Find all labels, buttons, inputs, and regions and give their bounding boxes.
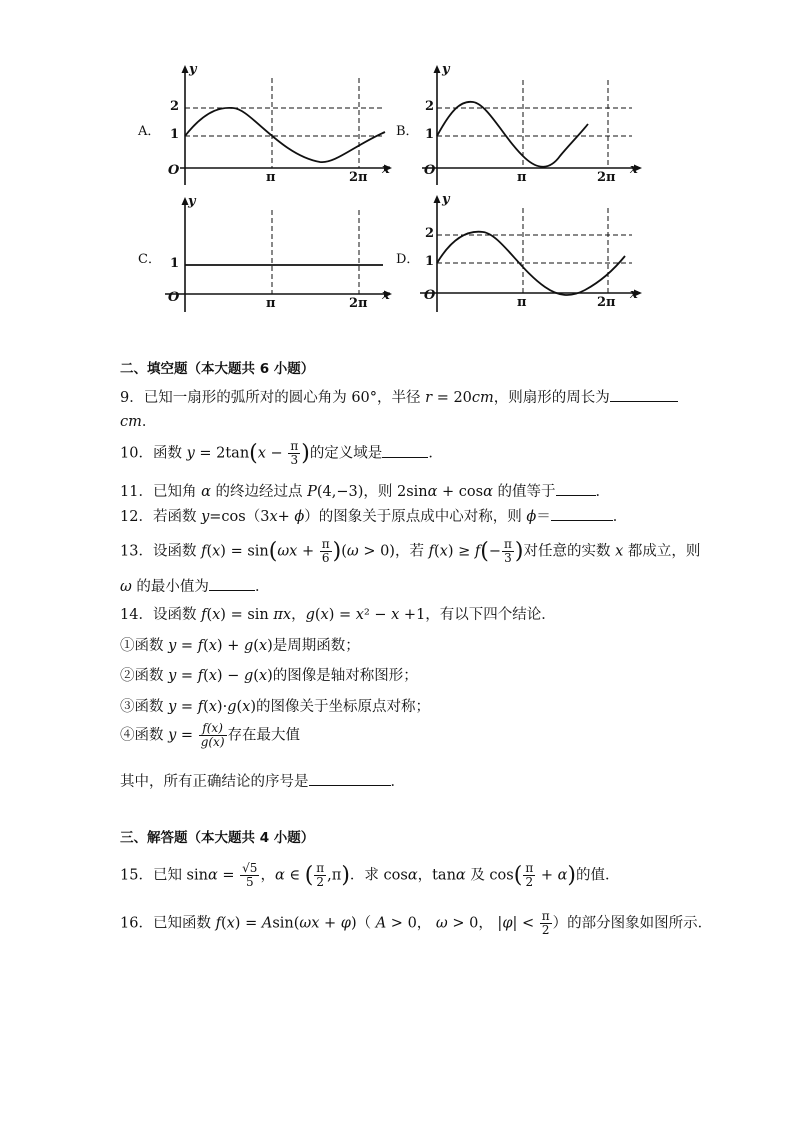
fraction	[523, 862, 535, 889]
q12-text: ．	[612, 509, 628, 525]
q16-text: ) =	[234, 915, 262, 932]
denominator: 6	[321, 551, 330, 565]
q14end-text: 其中，所有正确结论的序号是	[120, 774, 309, 790]
q15-text: ∈	[284, 867, 305, 884]
q14-text: (	[206, 607, 213, 623]
conclusion-1	[120, 634, 360, 655]
paren: )	[301, 441, 310, 466]
q14-text: ² −	[363, 607, 392, 623]
c3-text: (	[236, 699, 243, 715]
q16-text: 16．已知函数	[120, 915, 216, 932]
paren: (	[480, 539, 489, 564]
q16-var: ωx	[299, 915, 320, 932]
q15-text: 的值．	[575, 867, 620, 884]
answer-blank[interactable]	[551, 506, 613, 521]
q14end-text: ．	[390, 774, 405, 790]
c1-text: ) +	[216, 638, 244, 654]
q16-text: | <	[512, 915, 539, 932]
q15-var: α	[557, 867, 568, 884]
c4-var: y	[168, 727, 177, 744]
q13-var: x	[615, 543, 624, 560]
c1-text: =	[176, 638, 198, 654]
c2-text: ②函数	[120, 668, 169, 684]
q14-var: x	[320, 607, 329, 623]
q13-var: f	[201, 543, 207, 560]
q16-var: ω	[435, 915, 448, 932]
q9-var: r	[425, 390, 433, 406]
q16-var: x	[226, 915, 235, 932]
q14-text: (	[314, 607, 321, 623]
q14-var: f	[201, 607, 207, 623]
q9-text: = 20	[432, 390, 472, 406]
question-14-answer	[120, 770, 405, 791]
c1-var: x	[208, 638, 217, 654]
denominator: 3	[504, 551, 512, 565]
y-axis-label: y	[188, 194, 196, 209]
q13-text: 13．设函数	[120, 543, 202, 560]
q10-text: ．	[428, 445, 443, 462]
conclusion-3	[120, 695, 430, 716]
q9-text: 9．已知一扇形的弧所对的圆心角为 60°，半径	[120, 390, 426, 406]
q13-text: 对任意的实数	[523, 543, 616, 560]
origin-label: O	[168, 163, 180, 178]
fraction	[502, 538, 514, 565]
q15-text: ，	[260, 867, 275, 884]
q13-text: 都成立，则	[623, 543, 701, 560]
c2-text: (	[253, 668, 259, 684]
tick-pi: π	[517, 295, 527, 310]
c1-text: ①函数	[120, 638, 169, 654]
graph-c	[130, 190, 400, 320]
c3-text: ③函数	[120, 699, 169, 715]
q16-text: (	[220, 915, 227, 932]
q12-var: y	[201, 509, 210, 525]
q11-text: 的终边经过点	[210, 484, 308, 500]
c4-text: 存在最大值	[227, 727, 300, 744]
question-10	[120, 440, 443, 467]
numerator: π	[321, 537, 330, 551]
c3-text: )·	[216, 699, 228, 715]
q14-text: +1，有以下四个结论．	[399, 607, 556, 623]
q13-var: x	[212, 543, 221, 560]
c1-var: g	[243, 638, 254, 654]
q15-var: α	[455, 867, 466, 884]
c2-var: g	[243, 668, 254, 684]
c3-var: x	[242, 699, 251, 715]
q16-var: φ	[502, 915, 513, 932]
c2-text: =	[176, 668, 198, 684]
q10-var: x	[257, 445, 266, 462]
c2-var: f	[197, 668, 204, 684]
q15-text: 15．已知 sin	[120, 867, 208, 884]
q11-text: ．	[595, 484, 611, 500]
q11-text: 的值等于	[492, 484, 556, 500]
tick-2pi: 2π	[597, 170, 616, 185]
c3-text: =	[176, 699, 198, 715]
q14-text: 14．设函数	[120, 607, 202, 623]
x-axis-label: x	[382, 162, 390, 177]
tick-2pi: 2π	[349, 170, 368, 185]
fraction	[240, 862, 259, 889]
numerator: π	[541, 909, 550, 923]
c3-text: (	[203, 699, 209, 715]
c1-var: y	[168, 638, 177, 654]
q12-var: ϕ	[294, 509, 305, 525]
c2-text: (	[203, 668, 209, 684]
tick-pi: π	[266, 170, 276, 185]
question-15	[120, 862, 619, 889]
answer-blank[interactable]	[556, 481, 596, 496]
conclusion-2	[120, 664, 418, 685]
origin-label: O	[168, 290, 180, 305]
tick-2: 2	[425, 226, 435, 241]
q9-text: ，则扇形的周长为	[493, 390, 610, 406]
q13-text: +	[297, 543, 319, 560]
tick-2: 2	[425, 99, 435, 114]
q13-text: (	[341, 543, 347, 560]
fraction	[320, 538, 332, 565]
answer-blank[interactable]	[382, 443, 428, 458]
q13-var: ω	[120, 579, 132, 595]
paren: (	[304, 863, 314, 888]
q11-var: P	[307, 484, 317, 500]
c2-text: ) −	[216, 668, 244, 684]
q13-text: (	[206, 543, 213, 560]
denominator: 2	[316, 875, 325, 889]
c2-var: y	[168, 668, 177, 684]
tick-2pi: 2π	[597, 295, 616, 310]
c4-text: ④函数	[120, 727, 169, 744]
answer-blank[interactable]	[309, 771, 391, 786]
q15-text: 及 cos	[465, 867, 514, 884]
q13-text: −	[488, 543, 501, 560]
q16-var: f	[215, 915, 221, 932]
q15-text: ．求 cos	[349, 867, 408, 884]
q12-var: x	[269, 509, 278, 525]
numerator: π	[525, 861, 534, 875]
q12-text: 12．若函数	[120, 509, 202, 525]
c3-var: x	[208, 699, 217, 715]
q12-text: =cos（3	[209, 509, 270, 525]
q12-text: ）的图象关于原点成中心对称，则	[304, 509, 527, 525]
q16-text: sin(	[272, 915, 300, 932]
fraction	[314, 862, 326, 889]
q12-var: ϕ	[526, 509, 537, 525]
q13-var: ω	[346, 543, 359, 560]
c3-var: f	[197, 699, 204, 715]
q16-text: ）的部分图象如图所示．	[552, 915, 713, 932]
paren: (	[513, 863, 523, 888]
q10-var: y	[186, 445, 195, 462]
q13-text: ) ≥	[447, 543, 475, 560]
numerator: f(x)	[199, 722, 227, 736]
answer-blank[interactable]	[209, 576, 255, 591]
q13-text: (	[433, 543, 440, 560]
q16-text: +	[319, 915, 341, 932]
q16-text: > 0， |	[447, 915, 503, 932]
question-9	[120, 386, 678, 407]
c2-var: x	[208, 668, 217, 684]
q16-var: A	[375, 915, 387, 932]
graph-a	[130, 60, 400, 190]
question-13	[120, 538, 700, 565]
section-fill-in-heading: 二、填空题（本大题共 6 小题）	[120, 361, 315, 377]
c2-text: )的图像是轴对称图形；	[267, 668, 418, 684]
x-axis-label: x	[630, 287, 638, 302]
q14-text: ，	[291, 607, 306, 623]
tick-1: 1	[425, 127, 435, 142]
question-13-cont	[120, 575, 269, 596]
q12-text: +	[277, 509, 295, 525]
tick-1: 1	[425, 254, 435, 269]
conclusion-4	[120, 722, 300, 749]
answer-blank[interactable]	[610, 387, 678, 402]
numerator: π	[316, 861, 325, 875]
q11-text: 11．已知角	[120, 484, 202, 500]
question-11	[120, 480, 610, 501]
graph-b	[390, 60, 650, 190]
question-12	[120, 505, 627, 526]
q14-var: πx	[273, 607, 292, 623]
q10-text: = 2tan	[194, 445, 250, 462]
c1-var: x	[258, 638, 268, 654]
c3-text: )的图像关于坐标原点对称；	[250, 699, 431, 715]
q16-text: )（	[350, 915, 376, 932]
paren: )	[332, 539, 342, 564]
denominator: 5	[245, 875, 254, 889]
tick-1: 1	[170, 256, 180, 271]
y-axis-label: y	[442, 62, 450, 77]
q15-text: ，tan	[417, 867, 456, 884]
numerator: π	[290, 439, 299, 453]
denominator: 2	[541, 923, 550, 937]
tick-2: 2	[170, 99, 180, 114]
q13-var: f	[428, 543, 434, 560]
q11-text: (4,−3)	[316, 484, 364, 500]
q13-text: > 0)，若	[358, 543, 429, 560]
q11-text: + cos	[437, 484, 484, 500]
paren: (	[268, 539, 278, 564]
q14-var: x	[391, 607, 400, 623]
q15-var: α	[274, 867, 285, 884]
option-label: A．	[138, 124, 161, 139]
fraction	[288, 440, 300, 467]
question-16	[120, 910, 712, 937]
q10-text: 的定义域是	[309, 445, 383, 462]
fraction	[199, 722, 227, 749]
origin-label: O	[424, 163, 436, 178]
section-solve-heading: 三、解答题（本大题共 4 小题）	[120, 830, 315, 846]
c4-text: =	[176, 727, 198, 744]
q16-var: A	[261, 915, 273, 932]
q13-var: ωx	[277, 543, 298, 560]
q14-var: x	[355, 607, 364, 623]
numerator: √5	[242, 861, 258, 875]
q9-unit: cm	[471, 390, 494, 406]
question-9-cont	[120, 410, 156, 431]
option-label: C．	[138, 252, 161, 267]
q13-text: ．	[254, 579, 270, 595]
q10-text: 10．函数	[120, 445, 187, 462]
denominator: g(x)	[200, 735, 225, 749]
q10-text: −	[265, 445, 288, 462]
option-label: B．	[396, 124, 419, 139]
q12-text: ＝	[536, 509, 551, 525]
c1-var: f	[197, 638, 204, 654]
q15-text: ,π	[327, 867, 342, 884]
paren: )	[514, 539, 524, 564]
q13-text: ) = sin	[220, 543, 269, 560]
c3-var: g	[227, 699, 237, 715]
q14-var: g	[305, 607, 315, 623]
c1-text: (	[253, 638, 259, 654]
q13-var: x	[439, 543, 448, 560]
q13-text: 的最小值为	[131, 579, 209, 595]
q14-var: x	[212, 607, 221, 623]
tick-pi: π	[517, 170, 527, 185]
q16-text: > 0，	[386, 915, 436, 932]
c1-text: )是周期函数；	[267, 638, 360, 654]
graph-d	[390, 190, 650, 320]
y-axis-label: y	[442, 192, 450, 207]
x-axis-label: x	[382, 288, 390, 303]
tick-1: 1	[170, 127, 180, 142]
q15-text: =	[217, 867, 240, 884]
q9-unit: cm	[120, 414, 142, 430]
q14-text: ) = sin	[220, 607, 274, 623]
c3-var: y	[168, 699, 177, 715]
fraction	[540, 910, 552, 937]
denominator: 2	[525, 875, 534, 889]
option-label: D．	[396, 252, 420, 267]
q11-var: α	[483, 484, 493, 500]
origin-label: O	[424, 288, 436, 303]
numerator: π	[503, 537, 512, 551]
c2-var: x	[258, 668, 268, 684]
paren: (	[249, 441, 258, 466]
q15-var: α	[407, 867, 418, 884]
tick-2pi: 2π	[349, 296, 368, 311]
q14-text: ) =	[328, 607, 356, 623]
y-axis-label: y	[189, 62, 197, 77]
q11-var: α	[201, 484, 211, 500]
c1-text: (	[203, 638, 209, 654]
q11-text: ，则 2sin	[363, 484, 428, 500]
denominator: 3	[290, 453, 299, 467]
q9-text: ．	[141, 414, 157, 430]
question-14	[120, 603, 556, 624]
paren: )	[567, 863, 576, 888]
q15-var: α	[207, 867, 218, 884]
q16-var: φ	[340, 915, 351, 932]
tick-pi: π	[266, 296, 276, 311]
q15-text: +	[536, 867, 558, 884]
q13-var: f	[474, 543, 481, 560]
q11-var: α	[427, 484, 438, 500]
paren: )	[341, 863, 350, 888]
x-axis-label: x	[630, 162, 638, 177]
